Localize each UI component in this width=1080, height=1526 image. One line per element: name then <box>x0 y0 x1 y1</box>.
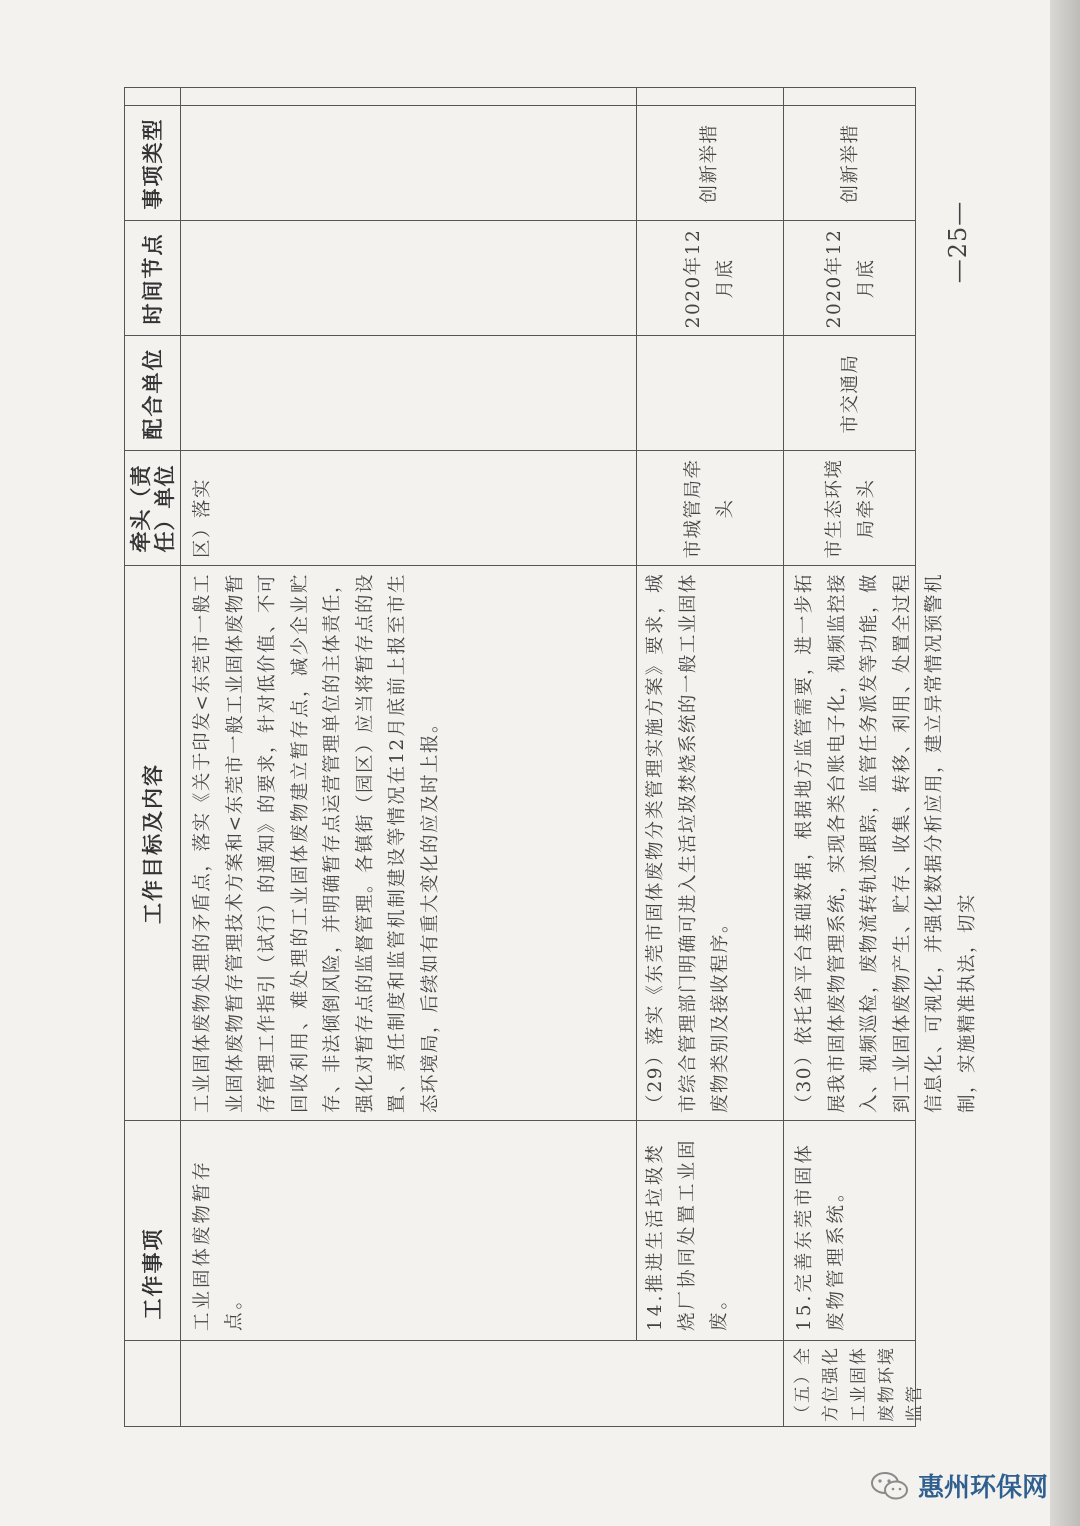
row2-item: 14.推进生活垃圾焚烧厂协同处置工业固废。 <box>645 1137 730 1331</box>
row2-content: （29）落实《东莞市固体废物分类管理实施方案》要求，城市综合管理部门明确可进入生活垃圾焚烧系统的一般工业固体废物类别及接收程序。 <box>645 572 731 1113</box>
row1-item: 工业固体废物暂存点。 <box>192 1158 245 1331</box>
row2-type: 创新举措 <box>698 123 720 204</box>
row3-time: 2020年12月底 <box>823 228 877 329</box>
row2-time: 2020年12月底 <box>682 228 736 329</box>
header-content: 工作目标及内容 <box>139 763 165 924</box>
row1-lead: 区）落实 <box>192 477 213 558</box>
row1-content: 工业固体废物处理的矛盾点，落实《关于印发<东莞市一般工业固体废物暂存管理技术方案和<东莞市一般工业固体废物暂存管理工作指引（试行）的通知》的要求，针对低价值、不可回收利用、难处理的工业固体废物建立暂存点，减少企业贮存、非法倾倒风险，并明确暂存点运营管理单位的主体责任，强化对暂存点的监督管理。各镇街（园区）应当将暂存点的设置、责任制度和监管机制建设等情况在12月底前上报至市生态环境局，后续如有重大变化的应及时上报。 <box>192 572 441 1113</box>
row3-partner: 市交通局 <box>839 353 861 434</box>
page-number: —25— <box>944 200 972 284</box>
header-item: 工作事项 <box>139 1227 165 1320</box>
row3-item: 15.完善东莞市固体废物管理系统。 <box>794 1142 847 1331</box>
row3-content: （30）依托省平台基础数据，根据地方监管需要，进一步拓展我市固体废物管理系统，实现各类台账电子化，视频监控接入、视频巡检，废物流转轨迹跟踪，监管任务派发等功能，做到工业固体废物产生、贮存、收集、转移、利用、处置全过程信息化、可视化，并强化数据分析应用，建立异常情况预警机制，实施精准执法，切实 <box>794 572 978 1113</box>
row2-lead: 市城管局牵头 <box>682 458 736 559</box>
header-lead: 牵头（责任）单位 <box>127 464 177 553</box>
watermark-text: 惠州环保网 <box>917 1473 1048 1503</box>
row3-type: 创新举措 <box>839 123 861 204</box>
header-partner: 配合单位 <box>139 347 165 440</box>
wechat-icon <box>870 1470 910 1502</box>
row3-lead: 市生态环境局牵头 <box>823 458 877 559</box>
watermark <box>870 1467 1048 1504</box>
header-time: 时间节点 <box>139 232 165 325</box>
header-progress <box>125 86 180 106</box>
row3-category: （五）全方位强化工业固体废物环境监管 <box>793 1346 925 1422</box>
header-type: 事项类型 <box>139 117 165 210</box>
